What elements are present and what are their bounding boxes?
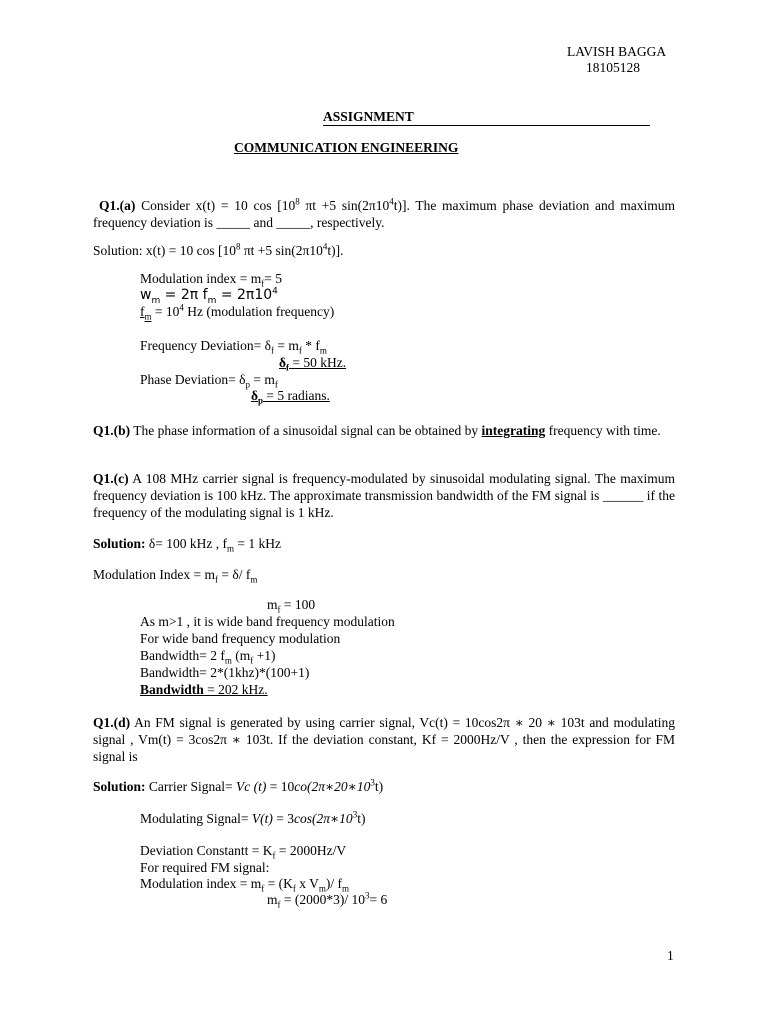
question-1d: Q1.(d) An FM signal is generated by using carrier signal, Vc(t) = 10cos2π ∗ 20 ∗ 103t and modulating signal , Vm(t) = 3cos2π ∗ 103t. If the deviation constant, Kf = 2000Hz/V , then the expression for FM signal is [93,715,675,764]
carrier-signal-line: Solution: Carrier Signal= Vc $(t) = 10co(2\pi∗20∗10^3t)$ [93,777,384,794]
omega-m-line: $w_m = 2\pi$ $f_m = 2\pi 10^4$ [140,286,278,306]
mf-value-1d: $m_f = (2000*3)/$ $10^3= 6$ [267,890,388,910]
bandwidth-formula: Bandwidth= 2 $f_m$ $(m_f +1)$ [140,648,276,666]
frequency-deviation-result: $\delta_f = 50$ kHz. [279,355,347,373]
wideband-heading: For wide band frequency modulation [140,631,341,646]
page-number: 1 [667,948,674,963]
roll-number: 18105128 [586,60,640,75]
modulation-index-line: Modulation index = $m_f= 5$ [140,271,282,289]
mf-value-1c: $m_f = 100$ [267,597,316,615]
fm-line: $f_m = 10^4$ Hz (modulation frequency) [140,302,335,322]
question-1a: Q1.(a) Consider x(t) = 10 $\cos [10^8$ πt +5 $\sin(2\pi 10^4t)$]. The maximum phase deviation and maximum frequency deviation is _____ and _____, respectively. [93,196,676,230]
subject-title: COMMUNICATION ENGINEERING [234,140,459,155]
wideband-note: As m>1 , it is wide band frequency modulation [140,614,395,629]
phase-deviation-line: Phase Deviation= $\delta_p = m_f$ [140,372,278,390]
deviation-constant-line: Deviation Constantt = $K_f = 2000Hz/V$ [140,843,347,861]
modulating-signal-line: Modulating Signal= $V(t) = 3\cos(2\pi∗10^3t)$ [140,809,366,826]
bandwidth-substitution: Bandwidth= 2*(1khz)*(100+1) [140,665,310,680]
author-name: LAVISH BAGGA [567,44,667,59]
solution-1c: Solution: δ= 100 kHz , $f_m = 1$ kHz [93,536,281,554]
solution-1a: Solution: x(t) = 10 $\cos [10^8$ πt +5 $\sin(2\pi 10^4t)$]. [93,241,344,258]
bandwidth-result: Bandwidth = 202 kHz. [140,682,268,697]
modulation-index-1d: Modulation index = $m_f = (K_f$ x $V_m)/$ $f_m$ [140,876,350,894]
required-fm-heading: For required FM signal: [140,860,270,875]
modulation-index-1c: Modulation Index = $m_f = \delta/$ $f_m$ [93,567,258,585]
phase-deviation-result: $\delta_p = 5$ radians. [251,388,330,406]
question-1c: Q1.(c) A 108 MHz carrier signal is frequency-modulated by sinusoidal modulating signal. The maximum frequency deviation is 100 kHz. The approximate transmission bandwidth of the FM signal is ______ if the frequency of the modulating signal is 1 kHz. [93,471,675,520]
frequency-deviation-line: Frequency Deviation= $\delta_f = m_f * f_m$ [140,338,327,356]
question-1b: Q1.(b) The phase information of a sinusoidal signal can be obtained by integrating frequency with time. [93,423,661,438]
assignment-title: ASSIGNMENT [323,109,650,126]
